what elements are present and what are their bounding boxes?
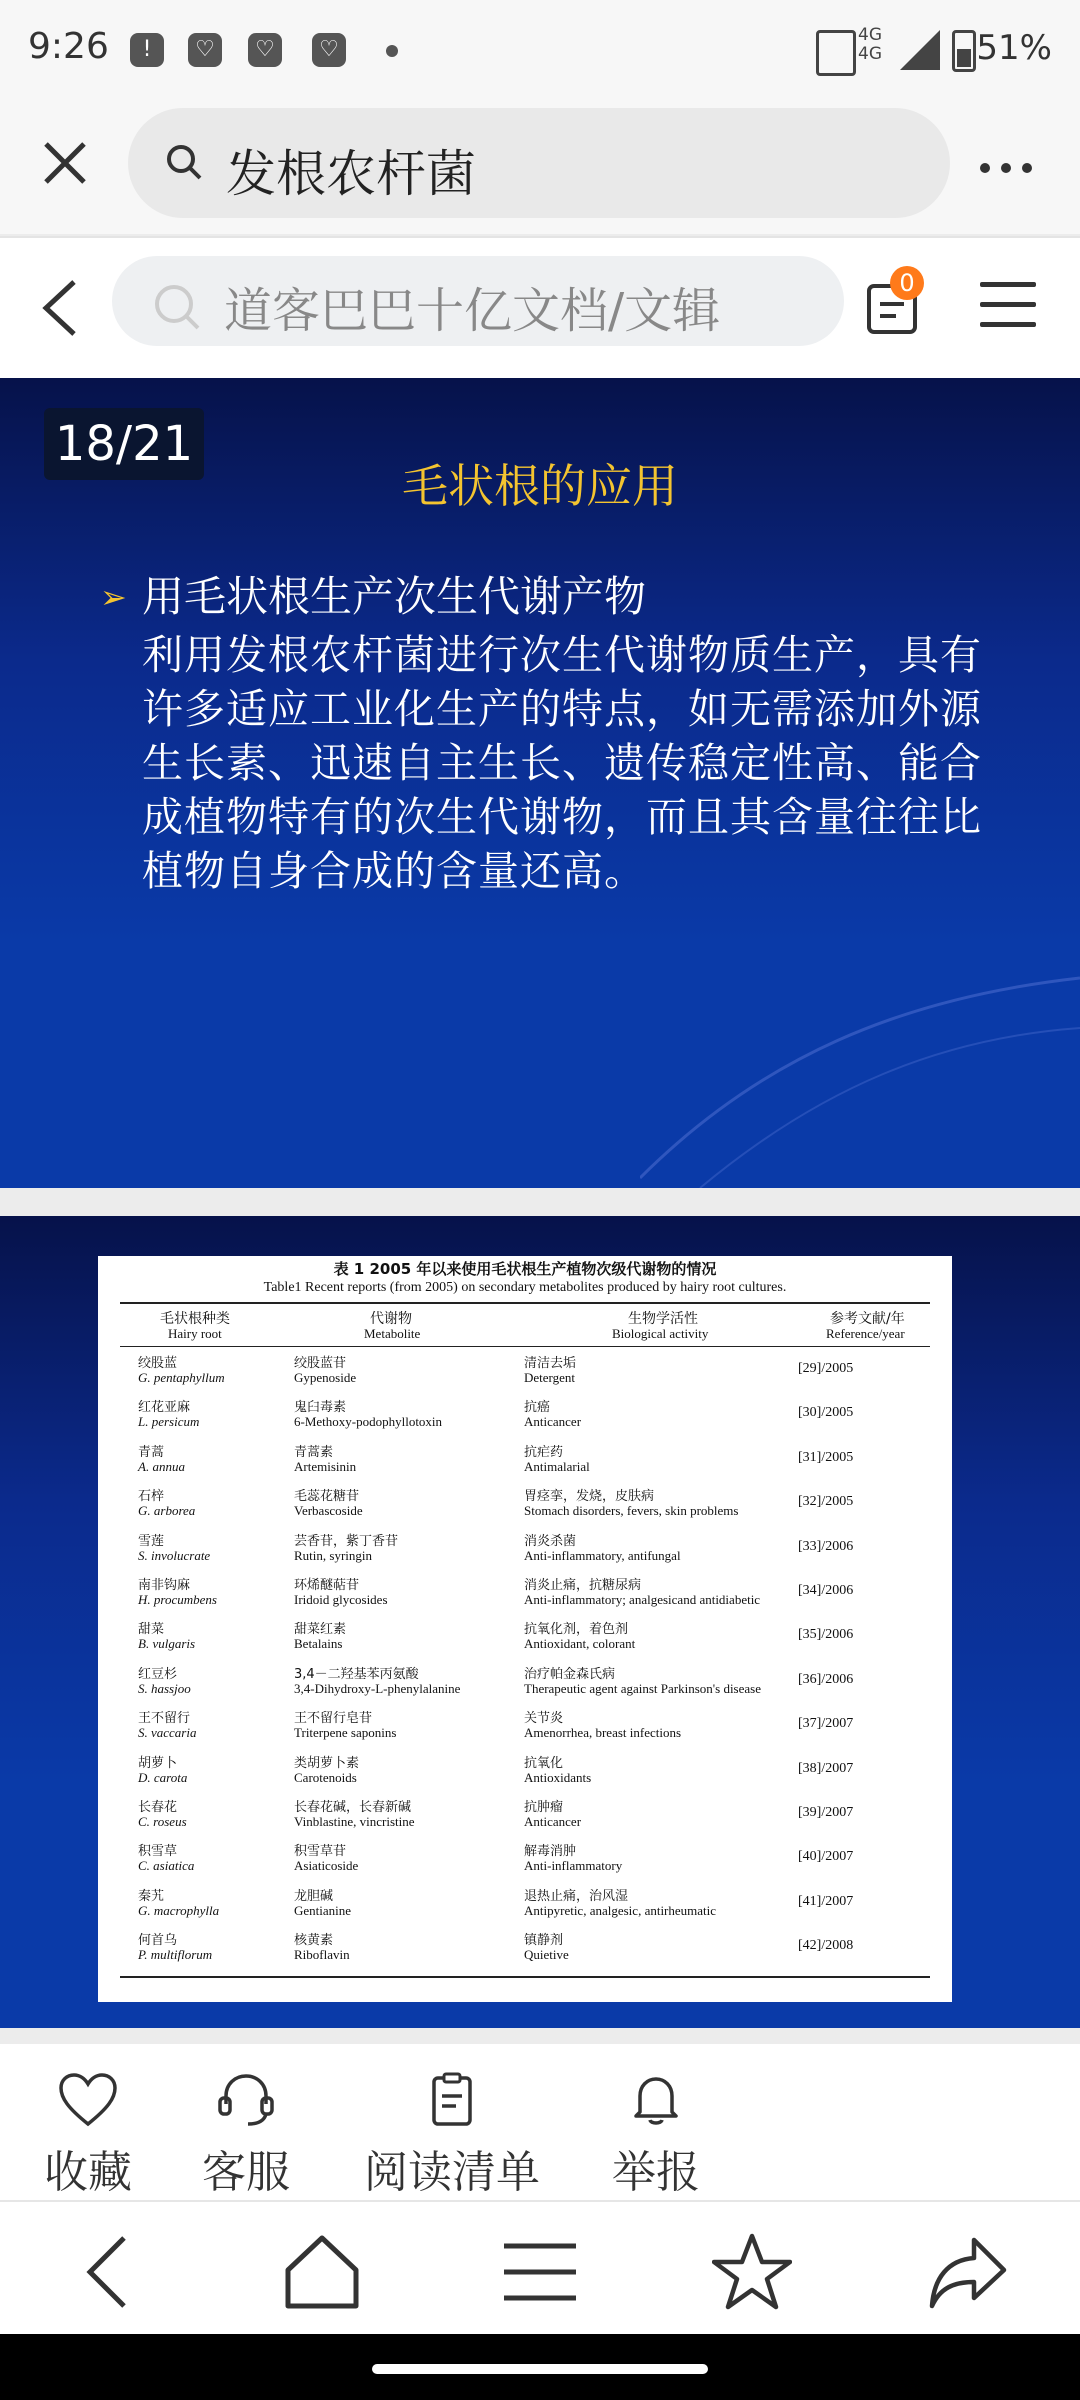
table-cell-plant-zh: 红花亚麻 xyxy=(138,1400,191,1416)
table-cell-plant-zh: 雪莲 xyxy=(138,1533,165,1549)
table-cell-met-zh: 3,4－二羟基苯丙氨酸 xyxy=(294,1666,419,1682)
table-cell-met-zh: 鬼臼毒素 xyxy=(294,1400,347,1416)
doc-search-input[interactable] xyxy=(112,256,844,346)
table-row xyxy=(120,1794,930,1838)
table-cell-met-en: Riboflavin xyxy=(294,1947,350,1963)
table-rule xyxy=(120,1346,930,1347)
table-cell-met-en: Verbascoside xyxy=(294,1503,363,1519)
table-cell-act-en: Antipyretic, analgesic, antirheumatic xyxy=(524,1902,717,1918)
search-icon xyxy=(152,282,200,330)
table-cell-act-en: Therapeutic agent against Parkinson's disease xyxy=(524,1680,761,1696)
table-cell-ref: [41]/2007 xyxy=(798,1893,854,1909)
table-cell-ref: [33]/2006 xyxy=(798,1538,854,1554)
back-chevron-icon[interactable] xyxy=(40,278,80,338)
heart-icon xyxy=(58,2072,118,2128)
page-indicator: 18/21 xyxy=(44,408,204,480)
header-activity-zh: 生物学活性 xyxy=(628,1311,698,1327)
table-row xyxy=(120,1927,930,1971)
more-notifications-dot xyxy=(386,45,398,57)
browser-search-row xyxy=(0,100,1080,234)
table-cell-act-zh: 清洁去垢 xyxy=(524,1356,577,1371)
headset-icon xyxy=(216,2072,276,2128)
table-cell-plant-en: S. vaccaria xyxy=(138,1725,197,1741)
doc-search-placeholder: 道客巴巴十亿文档/文辑 xyxy=(224,283,721,339)
table-cell-met-zh: 绞股蓝苷 xyxy=(294,1356,347,1371)
table-cell-act-zh: 抗疟药 xyxy=(524,1444,564,1460)
decorative-swirl xyxy=(640,938,1080,1188)
close-icon[interactable] xyxy=(40,138,90,188)
table-cell-met-zh: 积雪草苷 xyxy=(294,1844,347,1860)
header-hairy-root-en: Hairy root xyxy=(168,1326,222,1341)
table-cell-plant-en: S. hassjoo xyxy=(138,1680,191,1696)
table-cell-met-zh: 长春花碱，长春新碱 xyxy=(294,1800,412,1815)
table-cell-plant-zh: 胡萝卜 xyxy=(138,1755,178,1771)
table-cell-met-en: Betalains xyxy=(294,1636,343,1652)
table-row xyxy=(120,1439,930,1483)
bullet-heading: 用毛状根生产次生代谢产物 xyxy=(142,572,647,621)
customer-service-label: 客服 xyxy=(202,2147,290,2198)
table-cell-plant-zh: 长春花 xyxy=(138,1800,178,1815)
table-cell-met-en: Carotenoids xyxy=(294,1769,357,1785)
slide-page-18 xyxy=(0,378,1080,1188)
table-cell-plant-en: H. procumbens xyxy=(138,1592,217,1607)
browser-search-field[interactable] xyxy=(128,108,950,218)
table-cell-ref: [31]/2005 xyxy=(798,1449,854,1465)
table-row xyxy=(120,1750,930,1794)
battery-icon xyxy=(952,30,976,72)
header-metabolite-zh: 代谢物 xyxy=(370,1311,412,1327)
search-icon xyxy=(164,142,204,182)
table-cell-act-en: Anti-inflammatory xyxy=(524,1858,623,1874)
table-cell-met-en: Asiaticoside xyxy=(294,1858,359,1874)
table-cell-act-zh: 抗肿瘤 xyxy=(524,1800,564,1815)
bullet-body: 利用发根农杆菌进行次生代谢物质生产，具有许多适应工业化生产的特点，如无需添加外源生长素、迅速自主生长、遗传稳定性高、能合成植物特有的次生代谢物，而且其含量往往比植物自身合成的含量还高。 xyxy=(142,631,982,895)
table-cell-act-en: Antimalarial xyxy=(524,1458,590,1474)
table-cell-met-zh: 王不留行皂苷 xyxy=(294,1711,373,1727)
doc-site-header xyxy=(0,236,1080,378)
table-cell-met-en: Artemisinin xyxy=(294,1458,357,1474)
table-cell-act-zh: 抗氧化剂，着色剂 xyxy=(524,1622,629,1638)
menu-icon[interactable] xyxy=(500,2232,580,2312)
table-cell-act-en: Amenorrhea, breast infections xyxy=(524,1725,682,1741)
table-cell-met-zh: 环烯醚萜苷 xyxy=(294,1578,360,1593)
app-notification-icon: ♡ xyxy=(312,33,346,67)
table-cell-met-en: 3,4-Dihydroxy-L-phenylalanine xyxy=(294,1680,461,1696)
metabolite-table xyxy=(98,1256,952,2002)
network-type-label: 4G 4G xyxy=(858,25,882,64)
table-title: 表 1 2005 年以来使用毛状根生产植物次级代谢物的情况 xyxy=(333,1260,717,1278)
table-cell-act-en: Antioxidant, colorant xyxy=(524,1636,636,1652)
table-cell-plant-en: C. roseus xyxy=(138,1814,187,1829)
table-cell-ref: [42]/2008 xyxy=(798,1938,854,1954)
status-time: 9:26 xyxy=(28,26,109,67)
doc-action-bar xyxy=(0,2044,1080,2200)
table-cell-met-zh: 毛蕊花糖苷 xyxy=(294,1489,360,1505)
table-cell-ref: [37]/2007 xyxy=(798,1716,854,1732)
table-cell-ref: [40]/2007 xyxy=(798,1849,854,1865)
report-button[interactable] xyxy=(608,2072,704,2200)
table-cell-plant-en: S. involucrate xyxy=(138,1547,211,1563)
gesture-navigation-area xyxy=(0,2334,1080,2400)
table-cell-ref: [38]/2007 xyxy=(798,1760,854,1776)
hd-call-icon xyxy=(816,30,856,76)
table-cell-plant-zh: 青蒿 xyxy=(138,1444,165,1460)
table-row xyxy=(120,1838,930,1882)
table-cell-act-en: Anti-inflammatory, antifungal xyxy=(524,1547,681,1563)
back-icon[interactable] xyxy=(68,2232,148,2312)
table-cell-plant-en: D. carota xyxy=(138,1769,188,1785)
table-cell-act-zh: 抗癌 xyxy=(524,1400,551,1416)
table-cell-plant-en: C. asiatica xyxy=(138,1858,195,1874)
table-cell-plant-zh: 绞股蓝 xyxy=(138,1356,178,1371)
table-cell-act-zh: 镇静剂 xyxy=(524,1933,564,1949)
table-cell-ref: [39]/2007 xyxy=(798,1805,854,1820)
table-cell-plant-zh: 南非钩麻 xyxy=(138,1578,191,1593)
table-cell-plant-zh: 石梓 xyxy=(138,1489,165,1505)
signal-icon xyxy=(900,30,940,70)
table-row xyxy=(120,1350,930,1394)
table-cell-met-en: Gypenoside xyxy=(294,1370,357,1385)
table-row xyxy=(120,1394,930,1438)
table-cell-plant-zh: 积雪草 xyxy=(138,1844,178,1860)
table-cell-met-zh: 核黄素 xyxy=(294,1933,334,1949)
table-cell-act-zh: 治疗帕金森氏病 xyxy=(524,1666,616,1682)
search-query: 发根农杆菌 xyxy=(226,145,476,203)
table-cell-plant-en: A. annua xyxy=(138,1458,185,1474)
table-cell-act-en: Quietive xyxy=(524,1947,569,1963)
table-cell-met-zh: 类胡萝卜素 xyxy=(294,1755,360,1771)
table-cell-act-zh: 解毒消肿 xyxy=(524,1844,577,1860)
table-cell-act-zh: 抗氧化 xyxy=(524,1755,564,1771)
table-cell-plant-en: B. vulgaris xyxy=(138,1636,196,1652)
table-cell-met-en: Gentianine xyxy=(294,1902,352,1918)
status-bar xyxy=(0,0,1080,100)
battery-percentage: 51% xyxy=(976,28,1052,68)
browser-nav-bar xyxy=(0,2200,1080,2334)
table-cell-plant-en: L. persicum xyxy=(138,1414,200,1430)
header-activity-en: Biological activity xyxy=(612,1326,709,1341)
header-hairy-root-zh: 毛状根种类 xyxy=(160,1311,230,1327)
table-cell-met-en: Vinblastine, vincristine xyxy=(294,1814,415,1829)
table-cell-ref: [34]/2006 xyxy=(798,1583,854,1598)
share-icon[interactable] xyxy=(928,2232,1008,2312)
table-cell-met-zh: 甜菜红素 xyxy=(294,1622,347,1638)
alert-notification-icon: ! xyxy=(130,33,164,67)
more-options-icon[interactable] xyxy=(980,158,1044,170)
star-icon[interactable] xyxy=(712,2232,792,2312)
favorite-button[interactable] xyxy=(40,2072,136,2200)
table-cell-act-zh: 消炎止痛，抗糖尿病 xyxy=(524,1578,642,1593)
app-notification-icon: ♡ xyxy=(248,33,282,67)
table-row xyxy=(120,1661,930,1705)
table-cell-act-en: Antioxidants xyxy=(524,1769,592,1785)
report-label: 举报 xyxy=(612,2147,700,2198)
table-cell-act-en: Detergent xyxy=(524,1370,576,1385)
reading-list-badge: 0 xyxy=(890,266,924,300)
table-cell-met-en: Iridoid glycosides xyxy=(294,1592,388,1607)
reading-list-label: 阅读清单 xyxy=(364,2147,540,2198)
table-cell-met-zh: 龙胆碱 xyxy=(294,1888,334,1904)
table-cell-plant-en: G. pentaphyllum xyxy=(138,1370,225,1385)
header-reference-zh: 参考文献/年 xyxy=(830,1311,905,1327)
bullet-arrow-icon: ➢ xyxy=(100,578,127,616)
customer-service-button[interactable] xyxy=(198,2072,294,2200)
table-cell-act-zh: 关节炎 xyxy=(524,1711,564,1727)
table-cell-ref: [36]/2006 xyxy=(798,1671,854,1687)
table-cell-act-zh: 退热止痛，治风湿 xyxy=(524,1888,629,1904)
reading-list-button[interactable] xyxy=(362,2072,542,2200)
table-cell-act-zh: 消炎杀菌 xyxy=(524,1533,577,1549)
table-cell-met-en: 6-Methoxy-podophyllotoxin xyxy=(294,1414,443,1430)
table-cell-plant-en: G. macrophylla xyxy=(138,1902,220,1918)
app-notification-icon: ♡ xyxy=(188,33,222,67)
table-cell-act-en: Stomach disorders, fevers, skin problems xyxy=(524,1503,739,1519)
favorite-label: 收藏 xyxy=(44,2147,132,2198)
header-reference-en: Reference/year xyxy=(826,1326,905,1341)
header-metabolite-en: Metabolite xyxy=(364,1326,421,1341)
table-row xyxy=(120,1883,930,1927)
bell-icon xyxy=(626,2072,686,2128)
table-cell-plant-zh: 甜菜 xyxy=(138,1622,165,1638)
table-cell-plant-en: G. arborea xyxy=(138,1503,196,1519)
table-cell-met-zh: 芸香苷，紫丁香苷 xyxy=(294,1533,399,1549)
table-rule xyxy=(120,1302,930,1304)
table-cell-plant-zh: 何首乌 xyxy=(138,1933,178,1949)
table-row xyxy=(120,1705,930,1749)
table-cell-met-en: Rutin, syringin xyxy=(294,1547,373,1563)
table-cell-plant-en: P. multiflorum xyxy=(138,1947,213,1963)
home-gesture-handle[interactable] xyxy=(372,2364,708,2374)
table-cell-plant-zh: 王不留行 xyxy=(138,1711,191,1727)
table-row xyxy=(120,1528,930,1572)
menu-icon[interactable] xyxy=(980,282,1036,332)
table-cell-act-en: Anti-inflammatory; analgesicand antidiabetic xyxy=(524,1592,761,1607)
table-cell-act-zh: 胃痉挛，发烧，皮肤病 xyxy=(524,1489,655,1505)
table-cell-act-en: Anticancer xyxy=(524,1814,582,1829)
home-icon[interactable] xyxy=(282,2232,362,2312)
table-cell-ref: [32]/2005 xyxy=(798,1494,854,1510)
table-cell-ref: [29]/2005 xyxy=(798,1361,854,1376)
table-row xyxy=(120,1616,930,1660)
table-cell-ref: [35]/2006 xyxy=(798,1627,854,1643)
table-subtitle: Table1 Recent reports (from 2005) on secondary metabolites produced by hairy root cultures. xyxy=(263,1280,787,1295)
clipboard-icon xyxy=(422,2072,482,2128)
slide-page-19 xyxy=(0,1216,1080,2028)
table-cell-plant-zh: 红豆杉 xyxy=(138,1666,178,1682)
table-cell-act-en: Anticancer xyxy=(524,1414,582,1430)
table-cell-ref: [30]/2005 xyxy=(798,1405,854,1421)
table-cell-met-zh: 青蒿素 xyxy=(294,1444,334,1460)
table-cell-met-en: Triterpene saponins xyxy=(294,1725,397,1741)
slide-title: 毛状根的应用 xyxy=(402,459,678,513)
table-rule xyxy=(120,1976,930,1978)
table-row xyxy=(120,1483,930,1527)
table-cell-plant-zh: 秦艽 xyxy=(138,1888,165,1904)
table-row xyxy=(120,1572,930,1616)
